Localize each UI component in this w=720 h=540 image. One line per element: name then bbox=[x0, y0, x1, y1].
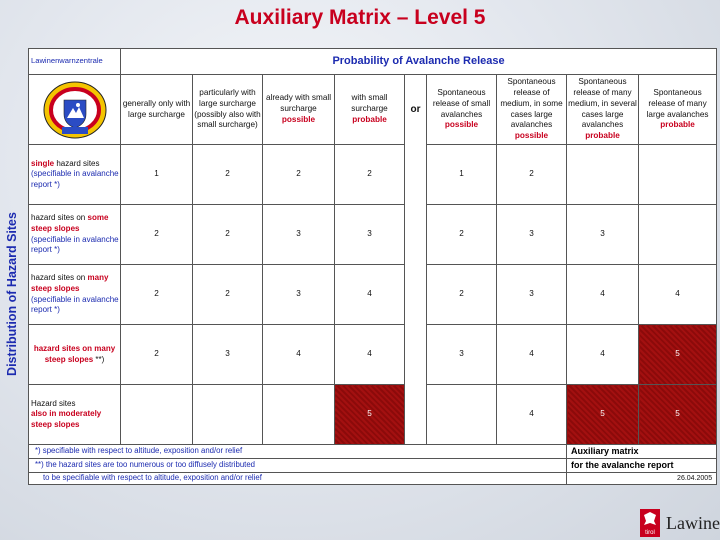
footer-right-1: Auxiliary matrix bbox=[567, 445, 717, 459]
footnote-3: to be specifiable with respect to altitude, exposition and/or relief bbox=[29, 473, 567, 485]
auxiliary-matrix-table bbox=[28, 48, 717, 485]
matrix-cell: 3 bbox=[567, 205, 639, 265]
matrix-cell: 2 bbox=[121, 325, 193, 385]
probability-header: Probability of Avalanche Release bbox=[121, 49, 717, 75]
row-label-1: single hazard sites (specifiable in avalanche report *) bbox=[29, 145, 121, 205]
matrix-cell bbox=[639, 205, 717, 265]
matrix-cell: 2 bbox=[193, 145, 263, 205]
org-name: Lawinenwarnzentrale bbox=[29, 49, 121, 75]
vertical-axis-label: Distribution of Hazard Sites bbox=[5, 212, 19, 376]
matrix-cell-highlighted: 5 bbox=[335, 385, 405, 445]
col-header-5: Spontaneous release of small avalanches possible bbox=[427, 75, 497, 145]
matrix-row-2 bbox=[29, 205, 717, 265]
matrix-cell: 2 bbox=[193, 265, 263, 325]
matrix-row-3 bbox=[29, 265, 717, 325]
matrix-cell: 3 bbox=[497, 265, 567, 325]
footnote-1: *) specifiable with respect to altitude, exposition and/or relief bbox=[29, 445, 567, 459]
matrix-cell: 2 bbox=[193, 205, 263, 265]
matrix-cell: 4 bbox=[639, 265, 717, 325]
matrix-cell: 4 bbox=[335, 325, 405, 385]
row-label-2: hazard sites on some steep slopes (specifiable in avalanche report *) bbox=[29, 205, 121, 265]
matrix-cell-highlighted: 5 bbox=[639, 325, 717, 385]
matrix-cell: 4 bbox=[497, 325, 567, 385]
matrix-cell: 2 bbox=[121, 265, 193, 325]
matrix-cell-highlighted: 5 bbox=[639, 385, 717, 445]
matrix-cell: 4 bbox=[263, 325, 335, 385]
matrix-cell: 3 bbox=[335, 205, 405, 265]
matrix-cell: 3 bbox=[193, 325, 263, 385]
row-label-4: hazard sites on many steep slopes **) bbox=[29, 325, 121, 385]
matrix-cell: 3 bbox=[427, 325, 497, 385]
matrix-cell bbox=[427, 385, 497, 445]
matrix-cell: 2 bbox=[497, 145, 567, 205]
brand-text: Lawine bbox=[666, 512, 720, 533]
row-label-3: hazard sites on many steep slopes (specifiable in avalanche report *) bbox=[29, 265, 121, 325]
column-header-row bbox=[29, 75, 717, 145]
matrix-cell bbox=[193, 385, 263, 445]
col-header-1: generally only with large surcharge bbox=[121, 75, 193, 145]
matrix-cell: 4 bbox=[497, 385, 567, 445]
matrix-cell bbox=[263, 385, 335, 445]
footnote-2: **) the hazard sites are too numerous or too diffusely distributed bbox=[29, 459, 567, 473]
footer-right-2: for the avalanche report bbox=[567, 459, 717, 473]
logo-cell bbox=[29, 75, 121, 145]
lawinenwarndienst-logo-icon bbox=[42, 80, 108, 140]
tirol-eagle-icon bbox=[640, 509, 660, 537]
or-gap bbox=[405, 265, 427, 325]
matrix-row-1 bbox=[29, 145, 717, 205]
matrix-cell: 2 bbox=[335, 145, 405, 205]
matrix-cell bbox=[567, 145, 639, 205]
col-header-6: Spontaneous release of medium, in some cases large avalanches possible bbox=[497, 75, 567, 145]
or-separator: or bbox=[405, 75, 427, 145]
matrix-cell: 1 bbox=[427, 145, 497, 205]
col-header-8: Spontaneous release of many large avalanches probable bbox=[639, 75, 717, 145]
or-gap bbox=[405, 145, 427, 205]
col-header-7: Spontaneous release of many medium, in several cases large avalanches probable bbox=[567, 75, 639, 145]
matrix-cell: 4 bbox=[335, 265, 405, 325]
svg-text:tirol: tirol bbox=[645, 530, 655, 536]
matrix-cell: 3 bbox=[263, 205, 335, 265]
matrix-cell: 2 bbox=[263, 145, 335, 205]
col-header-2: particularly with large surcharge (possibly also with small surcharge) bbox=[193, 75, 263, 145]
matrix-cell: 4 bbox=[567, 325, 639, 385]
matrix-row-5 bbox=[29, 385, 717, 445]
or-gap bbox=[405, 205, 427, 265]
matrix-cell bbox=[121, 385, 193, 445]
matrix-cell: 2 bbox=[427, 265, 497, 325]
footer-date: 26.04.2005 bbox=[567, 473, 717, 485]
or-gap bbox=[405, 325, 427, 385]
matrix-cell: 1 bbox=[121, 145, 193, 205]
matrix-cell-highlighted: 5 bbox=[567, 385, 639, 445]
matrix-cell: 2 bbox=[427, 205, 497, 265]
row-label-5: Hazard sites also in moderately steep slopes bbox=[29, 385, 121, 445]
matrix-cell: 3 bbox=[263, 265, 335, 325]
col-header-4: with small surcharge probable bbox=[335, 75, 405, 145]
col-header-3: already with small surcharge possible bbox=[263, 75, 335, 145]
lawine-tirol-logo bbox=[640, 506, 720, 540]
matrix-cell: 3 bbox=[497, 205, 567, 265]
matrix-cell: 2 bbox=[121, 205, 193, 265]
or-gap bbox=[405, 385, 427, 445]
matrix-cell: 4 bbox=[567, 265, 639, 325]
matrix-row-4 bbox=[29, 325, 717, 385]
matrix-cell bbox=[639, 145, 717, 205]
page-title: Auxiliary Matrix – Level 5 bbox=[234, 6, 486, 29]
